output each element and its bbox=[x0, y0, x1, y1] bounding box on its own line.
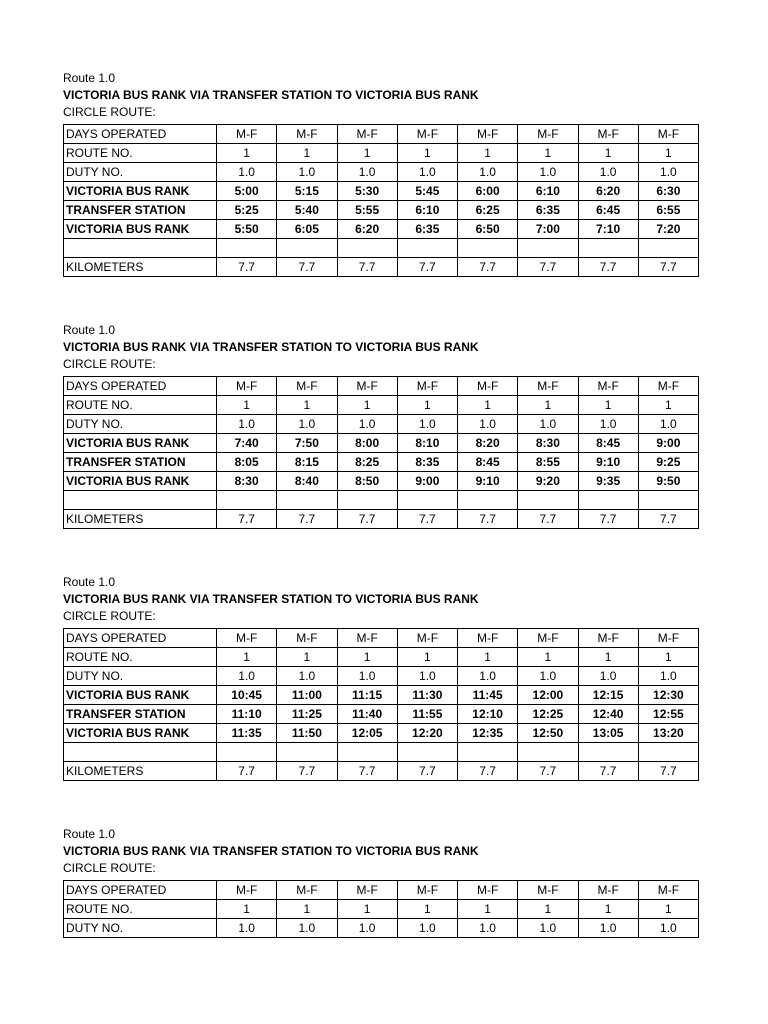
table-cell: 8:25 bbox=[337, 453, 397, 472]
table-cell: 1 bbox=[397, 648, 457, 667]
table-cell: 7:10 bbox=[578, 220, 638, 239]
row-label: ROUTE NO. bbox=[64, 144, 217, 163]
table-row bbox=[64, 434, 699, 453]
table-cell bbox=[518, 491, 578, 510]
row-label: VICTORIA BUS RANK bbox=[64, 434, 217, 453]
table-cell: 6:05 bbox=[277, 220, 337, 239]
table-cell: 8:40 bbox=[277, 472, 337, 491]
table-cell: 7.7 bbox=[217, 258, 277, 277]
table-cell: 1.0 bbox=[458, 415, 518, 434]
table-cell: 1 bbox=[217, 900, 277, 919]
table-cell: 1 bbox=[578, 900, 638, 919]
table-cell: 11:00 bbox=[277, 686, 337, 705]
table-cell: 6:30 bbox=[638, 182, 698, 201]
table-cell: 7.7 bbox=[578, 258, 638, 277]
table-cell bbox=[638, 491, 698, 510]
table-cell: 8:30 bbox=[217, 472, 277, 491]
row-label: KILOMETERS bbox=[64, 762, 217, 781]
table-cell: 1 bbox=[277, 648, 337, 667]
table-cell: 6:35 bbox=[518, 201, 578, 220]
table-cell: 1 bbox=[397, 396, 457, 415]
table-cell: 11:15 bbox=[337, 686, 397, 705]
table-cell: 1.0 bbox=[638, 667, 698, 686]
table-cell: 7.7 bbox=[277, 510, 337, 529]
schedule-table bbox=[63, 628, 699, 781]
row-label: TRANSFER STATION bbox=[64, 705, 217, 724]
table-cell: 7:40 bbox=[217, 434, 277, 453]
route-heading: Route 1.0 bbox=[63, 575, 116, 589]
table-cell: 8:45 bbox=[578, 434, 638, 453]
table-cell: M-F bbox=[217, 125, 277, 144]
table-cell: 7:20 bbox=[638, 220, 698, 239]
row-label: KILOMETERS bbox=[64, 258, 217, 277]
row-label bbox=[64, 491, 217, 510]
table-cell: M-F bbox=[277, 629, 337, 648]
table-cell: 6:00 bbox=[458, 182, 518, 201]
table-cell bbox=[518, 743, 578, 762]
table-cell bbox=[578, 239, 638, 258]
table-cell: 1.0 bbox=[638, 919, 698, 938]
table-cell: 1.0 bbox=[337, 667, 397, 686]
schedule-table bbox=[63, 124, 699, 277]
table-cell: 1.0 bbox=[337, 415, 397, 434]
table-cell: 7.7 bbox=[638, 762, 698, 781]
row-label: DUTY NO. bbox=[64, 919, 217, 938]
table-cell bbox=[337, 743, 397, 762]
table-cell: M-F bbox=[397, 125, 457, 144]
table-cell: 1.0 bbox=[397, 163, 457, 182]
table-cell: 1 bbox=[458, 144, 518, 163]
route-heading: Route 1.0 bbox=[63, 323, 116, 337]
table-row bbox=[64, 163, 699, 182]
table-cell: 7.7 bbox=[217, 510, 277, 529]
table-cell: 11:50 bbox=[277, 724, 337, 743]
table-cell: M-F bbox=[458, 125, 518, 144]
row-label: DUTY NO. bbox=[64, 163, 217, 182]
table-cell: 7.7 bbox=[217, 762, 277, 781]
table-cell: 1 bbox=[277, 396, 337, 415]
table-cell: 1.0 bbox=[458, 667, 518, 686]
table-cell bbox=[638, 743, 698, 762]
table-cell: M-F bbox=[397, 881, 457, 900]
table-cell: 1 bbox=[217, 396, 277, 415]
table-cell: 1 bbox=[217, 144, 277, 163]
table-row bbox=[64, 125, 699, 144]
table-cell: 5:15 bbox=[277, 182, 337, 201]
route-heading: Route 1.0 bbox=[63, 827, 116, 841]
schedule-block bbox=[63, 574, 699, 781]
table-row bbox=[64, 510, 699, 529]
table-cell: 1.0 bbox=[638, 163, 698, 182]
table-cell: 7.7 bbox=[458, 258, 518, 277]
table-cell: 1 bbox=[578, 144, 638, 163]
table-cell: M-F bbox=[578, 881, 638, 900]
table-cell: M-F bbox=[578, 377, 638, 396]
table-cell: 6:25 bbox=[458, 201, 518, 220]
table-cell: 1.0 bbox=[217, 163, 277, 182]
table-cell: M-F bbox=[277, 377, 337, 396]
table-cell: 1.0 bbox=[277, 163, 337, 182]
table-cell: 10:45 bbox=[217, 686, 277, 705]
table-cell: 12:00 bbox=[518, 686, 578, 705]
row-label: DAYS OPERATED bbox=[64, 629, 217, 648]
table-cell: 9:35 bbox=[578, 472, 638, 491]
table-row bbox=[64, 201, 699, 220]
table-cell: 1 bbox=[518, 648, 578, 667]
table-row bbox=[64, 472, 699, 491]
table-cell: M-F bbox=[337, 377, 397, 396]
table-cell: 5:30 bbox=[337, 182, 397, 201]
table-cell: 1 bbox=[518, 396, 578, 415]
table-cell bbox=[458, 491, 518, 510]
table-cell: 11:55 bbox=[397, 705, 457, 724]
table-cell: 1 bbox=[578, 648, 638, 667]
table-cell: 8:05 bbox=[217, 453, 277, 472]
row-label: TRANSFER STATION bbox=[64, 453, 217, 472]
table-row bbox=[64, 182, 699, 201]
table-cell: 9:00 bbox=[397, 472, 457, 491]
table-cell: 1.0 bbox=[337, 163, 397, 182]
table-row bbox=[64, 144, 699, 163]
table-row bbox=[64, 705, 699, 724]
table-cell bbox=[578, 491, 638, 510]
table-cell: M-F bbox=[217, 881, 277, 900]
table-cell: 7.7 bbox=[337, 258, 397, 277]
row-label: DAYS OPERATED bbox=[64, 881, 217, 900]
table-cell bbox=[277, 239, 337, 258]
table-cell: 6:20 bbox=[337, 220, 397, 239]
table-cell: 1.0 bbox=[217, 415, 277, 434]
table-cell bbox=[458, 239, 518, 258]
table-cell bbox=[518, 239, 578, 258]
table-cell bbox=[458, 743, 518, 762]
table-cell: 1.0 bbox=[458, 919, 518, 938]
table-cell: 9:10 bbox=[578, 453, 638, 472]
row-label: DAYS OPERATED bbox=[64, 125, 217, 144]
table-cell: M-F bbox=[518, 629, 578, 648]
table-cell: 9:10 bbox=[458, 472, 518, 491]
table-cell: 1 bbox=[578, 396, 638, 415]
table-cell: 1.0 bbox=[217, 667, 277, 686]
table-row bbox=[64, 239, 699, 258]
table-cell: M-F bbox=[337, 881, 397, 900]
table-cell: 7.7 bbox=[337, 762, 397, 781]
table-cell bbox=[397, 491, 457, 510]
table-cell: 1.0 bbox=[518, 919, 578, 938]
row-label: ROUTE NO. bbox=[64, 396, 217, 415]
table-cell: 7.7 bbox=[397, 762, 457, 781]
table-row bbox=[64, 724, 699, 743]
table-cell: 1 bbox=[277, 900, 337, 919]
table-cell bbox=[638, 239, 698, 258]
table-cell: M-F bbox=[277, 125, 337, 144]
row-label: KILOMETERS bbox=[64, 510, 217, 529]
table-cell: 11:40 bbox=[337, 705, 397, 724]
table-cell: 5:45 bbox=[397, 182, 457, 201]
table-row bbox=[64, 667, 699, 686]
table-cell: 8:30 bbox=[518, 434, 578, 453]
table-cell: 9:50 bbox=[638, 472, 698, 491]
table-cell: 1.0 bbox=[518, 163, 578, 182]
schedule-title: VICTORIA BUS RANK VIA TRANSFER STATION TO VICTORIA BUS RANK bbox=[63, 340, 479, 354]
table-cell: M-F bbox=[458, 881, 518, 900]
table-cell: 7.7 bbox=[397, 258, 457, 277]
table-cell bbox=[217, 239, 277, 258]
table-cell: 7.7 bbox=[518, 762, 578, 781]
table-cell: 12:30 bbox=[638, 686, 698, 705]
table-cell: 1.0 bbox=[518, 415, 578, 434]
table-cell: 12:10 bbox=[458, 705, 518, 724]
schedule-subtitle: CIRCLE ROUTE: bbox=[63, 105, 156, 119]
row-label bbox=[64, 743, 217, 762]
table-cell: 7.7 bbox=[638, 258, 698, 277]
table-row bbox=[64, 762, 699, 781]
row-label: VICTORIA BUS RANK bbox=[64, 220, 217, 239]
table-cell bbox=[277, 491, 337, 510]
table-cell: 6:35 bbox=[397, 220, 457, 239]
schedule-table bbox=[63, 880, 699, 938]
table-cell: 1.0 bbox=[578, 919, 638, 938]
table-cell: 1.0 bbox=[638, 415, 698, 434]
table-cell: 12:50 bbox=[518, 724, 578, 743]
table-cell: 12:15 bbox=[578, 686, 638, 705]
table-cell: 7.7 bbox=[638, 510, 698, 529]
table-cell: 12:25 bbox=[518, 705, 578, 724]
table-cell: M-F bbox=[458, 377, 518, 396]
table-cell: 1 bbox=[458, 648, 518, 667]
table-cell: 1.0 bbox=[578, 667, 638, 686]
table-cell: 12:40 bbox=[578, 705, 638, 724]
table-cell: 1 bbox=[518, 900, 578, 919]
table-cell: M-F bbox=[397, 629, 457, 648]
schedule-block bbox=[63, 70, 699, 277]
table-cell: 11:25 bbox=[277, 705, 337, 724]
table-cell: 8:10 bbox=[397, 434, 457, 453]
table-row bbox=[64, 881, 699, 900]
table-cell: M-F bbox=[217, 629, 277, 648]
table-cell: 8:20 bbox=[458, 434, 518, 453]
table-cell bbox=[217, 743, 277, 762]
table-cell: 5:55 bbox=[337, 201, 397, 220]
table-cell: 7.7 bbox=[458, 762, 518, 781]
schedule-block bbox=[63, 322, 699, 529]
table-cell: 1 bbox=[638, 144, 698, 163]
table-cell: 1 bbox=[337, 900, 397, 919]
table-row bbox=[64, 396, 699, 415]
table-cell: 1.0 bbox=[518, 667, 578, 686]
table-cell: 7.7 bbox=[578, 762, 638, 781]
table-cell: 7.7 bbox=[458, 510, 518, 529]
table-cell: 7.7 bbox=[397, 510, 457, 529]
table-cell: 1 bbox=[458, 900, 518, 919]
table-cell: 1 bbox=[638, 900, 698, 919]
row-label: DUTY NO. bbox=[64, 667, 217, 686]
table-cell: 8:50 bbox=[337, 472, 397, 491]
table-cell: 5:00 bbox=[217, 182, 277, 201]
route-heading: Route 1.0 bbox=[63, 71, 116, 85]
table-cell bbox=[217, 491, 277, 510]
row-label: VICTORIA BUS RANK bbox=[64, 182, 217, 201]
table-cell: 1 bbox=[638, 396, 698, 415]
table-cell: 6:20 bbox=[578, 182, 638, 201]
table-cell: 7.7 bbox=[518, 258, 578, 277]
schedule-block bbox=[63, 826, 699, 938]
table-cell: 1.0 bbox=[337, 919, 397, 938]
table-row bbox=[64, 919, 699, 938]
table-cell: 1 bbox=[518, 144, 578, 163]
table-cell bbox=[397, 239, 457, 258]
row-label: ROUTE NO. bbox=[64, 900, 217, 919]
table-cell: 12:05 bbox=[337, 724, 397, 743]
table-cell: 7.7 bbox=[518, 510, 578, 529]
table-cell: M-F bbox=[638, 629, 698, 648]
table-cell: M-F bbox=[518, 881, 578, 900]
table-cell: 1.0 bbox=[578, 415, 638, 434]
table-cell: M-F bbox=[458, 629, 518, 648]
table-cell: 6:10 bbox=[518, 182, 578, 201]
row-label: VICTORIA BUS RANK bbox=[64, 724, 217, 743]
table-cell bbox=[397, 743, 457, 762]
schedule-subtitle: CIRCLE ROUTE: bbox=[63, 357, 156, 371]
table-cell: M-F bbox=[337, 125, 397, 144]
row-label: DUTY NO. bbox=[64, 415, 217, 434]
table-cell: 7:50 bbox=[277, 434, 337, 453]
schedule-title: VICTORIA BUS RANK VIA TRANSFER STATION TO VICTORIA BUS RANK bbox=[63, 592, 479, 606]
table-cell: 1.0 bbox=[277, 919, 337, 938]
table-cell: 8:00 bbox=[337, 434, 397, 453]
table-cell: 7.7 bbox=[578, 510, 638, 529]
table-cell: M-F bbox=[518, 377, 578, 396]
row-label: TRANSFER STATION bbox=[64, 201, 217, 220]
schedule-title: VICTORIA BUS RANK VIA TRANSFER STATION TO VICTORIA BUS RANK bbox=[63, 844, 479, 858]
table-cell: 1 bbox=[638, 648, 698, 667]
table-cell: 8:55 bbox=[518, 453, 578, 472]
table-cell bbox=[337, 491, 397, 510]
table-cell: 11:30 bbox=[397, 686, 457, 705]
table-cell: 1.0 bbox=[458, 163, 518, 182]
table-row bbox=[64, 415, 699, 434]
row-label: VICTORIA BUS RANK bbox=[64, 686, 217, 705]
table-cell: M-F bbox=[638, 377, 698, 396]
table-row bbox=[64, 900, 699, 919]
row-label: ROUTE NO. bbox=[64, 648, 217, 667]
schedule-subtitle: CIRCLE ROUTE: bbox=[63, 609, 156, 623]
table-row bbox=[64, 629, 699, 648]
table-row bbox=[64, 220, 699, 239]
table-row bbox=[64, 648, 699, 667]
row-label: VICTORIA BUS RANK bbox=[64, 472, 217, 491]
table-cell: 11:10 bbox=[217, 705, 277, 724]
table-cell: 5:40 bbox=[277, 201, 337, 220]
table-cell: M-F bbox=[638, 125, 698, 144]
table-cell: 1.0 bbox=[397, 667, 457, 686]
table-cell: 1.0 bbox=[397, 415, 457, 434]
row-label bbox=[64, 239, 217, 258]
table-row bbox=[64, 491, 699, 510]
table-cell: 13:05 bbox=[578, 724, 638, 743]
table-cell: 1 bbox=[397, 900, 457, 919]
table-cell bbox=[578, 743, 638, 762]
table-cell: 7:00 bbox=[518, 220, 578, 239]
row-label: DAYS OPERATED bbox=[64, 377, 217, 396]
table-cell: 7.7 bbox=[277, 762, 337, 781]
table-cell: 1.0 bbox=[277, 667, 337, 686]
table-cell: 1 bbox=[217, 648, 277, 667]
schedule-subtitle: CIRCLE ROUTE: bbox=[63, 861, 156, 875]
table-cell: 13:20 bbox=[638, 724, 698, 743]
table-cell: 12:20 bbox=[397, 724, 457, 743]
table-row bbox=[64, 258, 699, 277]
table-cell: 1 bbox=[277, 144, 337, 163]
table-cell: 6:55 bbox=[638, 201, 698, 220]
table-cell: M-F bbox=[397, 377, 457, 396]
table-cell bbox=[277, 743, 337, 762]
schedule-table bbox=[63, 376, 699, 529]
table-row bbox=[64, 743, 699, 762]
table-cell: 1 bbox=[337, 396, 397, 415]
table-cell: 8:45 bbox=[458, 453, 518, 472]
table-cell: M-F bbox=[277, 881, 337, 900]
table-cell: 5:50 bbox=[217, 220, 277, 239]
table-cell: M-F bbox=[337, 629, 397, 648]
table-cell: M-F bbox=[578, 125, 638, 144]
table-cell: 8:35 bbox=[397, 453, 457, 472]
table-cell: 5:25 bbox=[217, 201, 277, 220]
table-cell: M-F bbox=[217, 377, 277, 396]
table-cell: 7.7 bbox=[277, 258, 337, 277]
table-cell: 12:35 bbox=[458, 724, 518, 743]
table-cell: 1 bbox=[397, 144, 457, 163]
table-cell: 1 bbox=[337, 144, 397, 163]
table-cell: M-F bbox=[518, 125, 578, 144]
table-row bbox=[64, 686, 699, 705]
table-cell: 11:35 bbox=[217, 724, 277, 743]
schedule-title: VICTORIA BUS RANK VIA TRANSFER STATION TO VICTORIA BUS RANK bbox=[63, 88, 479, 102]
table-cell: 12:55 bbox=[638, 705, 698, 724]
table-cell: 9:25 bbox=[638, 453, 698, 472]
table-cell: 6:50 bbox=[458, 220, 518, 239]
table-cell bbox=[337, 239, 397, 258]
table-row bbox=[64, 377, 699, 396]
table-cell: 6:45 bbox=[578, 201, 638, 220]
table-cell: 1.0 bbox=[397, 919, 457, 938]
table-cell: 1.0 bbox=[578, 163, 638, 182]
table-cell: 1 bbox=[458, 396, 518, 415]
table-cell: 9:20 bbox=[518, 472, 578, 491]
table-cell: 6:10 bbox=[397, 201, 457, 220]
table-cell: 8:15 bbox=[277, 453, 337, 472]
table-cell: M-F bbox=[578, 629, 638, 648]
table-cell: 1.0 bbox=[217, 919, 277, 938]
table-cell: 1 bbox=[337, 648, 397, 667]
table-cell: 7.7 bbox=[337, 510, 397, 529]
table-cell: M-F bbox=[638, 881, 698, 900]
table-row bbox=[64, 453, 699, 472]
table-cell: 1.0 bbox=[277, 415, 337, 434]
table-cell: 9:00 bbox=[638, 434, 698, 453]
table-cell: 11:45 bbox=[458, 686, 518, 705]
